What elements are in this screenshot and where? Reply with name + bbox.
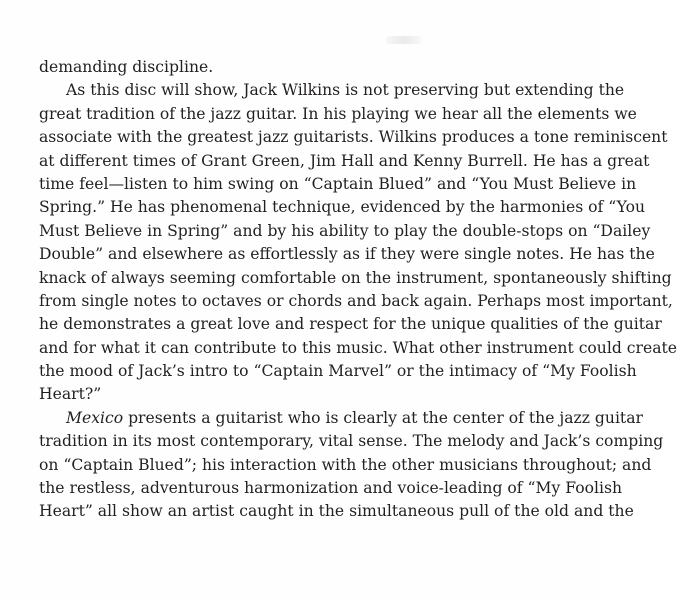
text-line <box>39 430 664 453</box>
text-line-content: presents a guitarist who is clearly at the center of the jazz guitar <box>123 408 643 427</box>
text-line <box>39 383 559 406</box>
text-line-content: tradition in its most contemporary, vital sense. The melody and Jack’s comping <box>39 432 664 451</box>
text-line <box>39 196 646 219</box>
text-line-content: great tradition of the jazz guitar. In his playing we hear all the elements we <box>39 104 637 123</box>
text-line-content: Must Believe in Spring” and by his ability to play the double-stops on “Dailey <box>39 221 651 240</box>
text-line <box>39 500 634 523</box>
text-line <box>39 313 662 336</box>
text-line <box>39 290 673 313</box>
text-line-content: demanding discipline. <box>39 58 214 76</box>
text-line-content: on “Captain Blued”; his interaction with the other musicians throughout; and <box>39 455 652 474</box>
text-line <box>39 103 637 126</box>
text-line-content: Spring.” He has phenomenal technique, evidenced by the harmonies of “You <box>39 198 646 217</box>
text-line <box>39 477 622 500</box>
text-line-content: Heart” all show an artist caught in the simultaneous pull of the old and the <box>39 502 634 521</box>
text-line-content: the mood of Jack’s intro to “Captain Marvel” or the intimacy of “My Foolish <box>39 362 637 381</box>
body-text <box>39 56 677 524</box>
text-line-content: Heart?” <box>39 385 102 404</box>
text-line <box>39 56 559 79</box>
text-line-content: from single notes to octaves or chords and back again. Perhaps most important, <box>39 291 673 310</box>
text-line-content: associate with the greatest jazz guitarists. Wilkins produces a tone reminiscent <box>39 128 668 147</box>
text-line <box>39 267 672 290</box>
text-line <box>39 79 625 102</box>
text-line-content: Double” and elsewhere as effortlessly as if they were single notes. He has the <box>39 245 655 264</box>
text-line <box>39 360 637 383</box>
text-line-content: knack of always seeming comfortable on the instrument, spontaneously shifting <box>39 268 672 287</box>
album-title: Mexico <box>66 408 124 427</box>
text-line-content: and for what it can contribute to this music. What other instrument could create <box>39 338 677 357</box>
text-line-content: he demonstrates a great love and respect for the unique qualities of the guitar <box>39 315 662 334</box>
text-line <box>39 337 677 360</box>
text-line-content: at different times of Grant Green, Jim Hall and Kenny Burrell. He has a great <box>39 151 650 170</box>
text-line <box>39 150 650 173</box>
text-line-content: the restless, adventurous harmonization and voice-leading of “My Foolish <box>39 479 622 498</box>
text-line-content: time feel—listen to him swing on “Captain Blued” and “You Must Believe in <box>39 174 637 193</box>
paper-smudge <box>386 36 422 44</box>
text-line-content: As this disc will show, Jack Wilkins is not preserving but extending the <box>66 81 625 100</box>
text-line <box>39 454 652 477</box>
text-line <box>39 407 643 430</box>
text-line <box>39 243 655 266</box>
text-line <box>39 220 651 243</box>
text-line <box>39 126 668 149</box>
text-line <box>39 173 637 196</box>
